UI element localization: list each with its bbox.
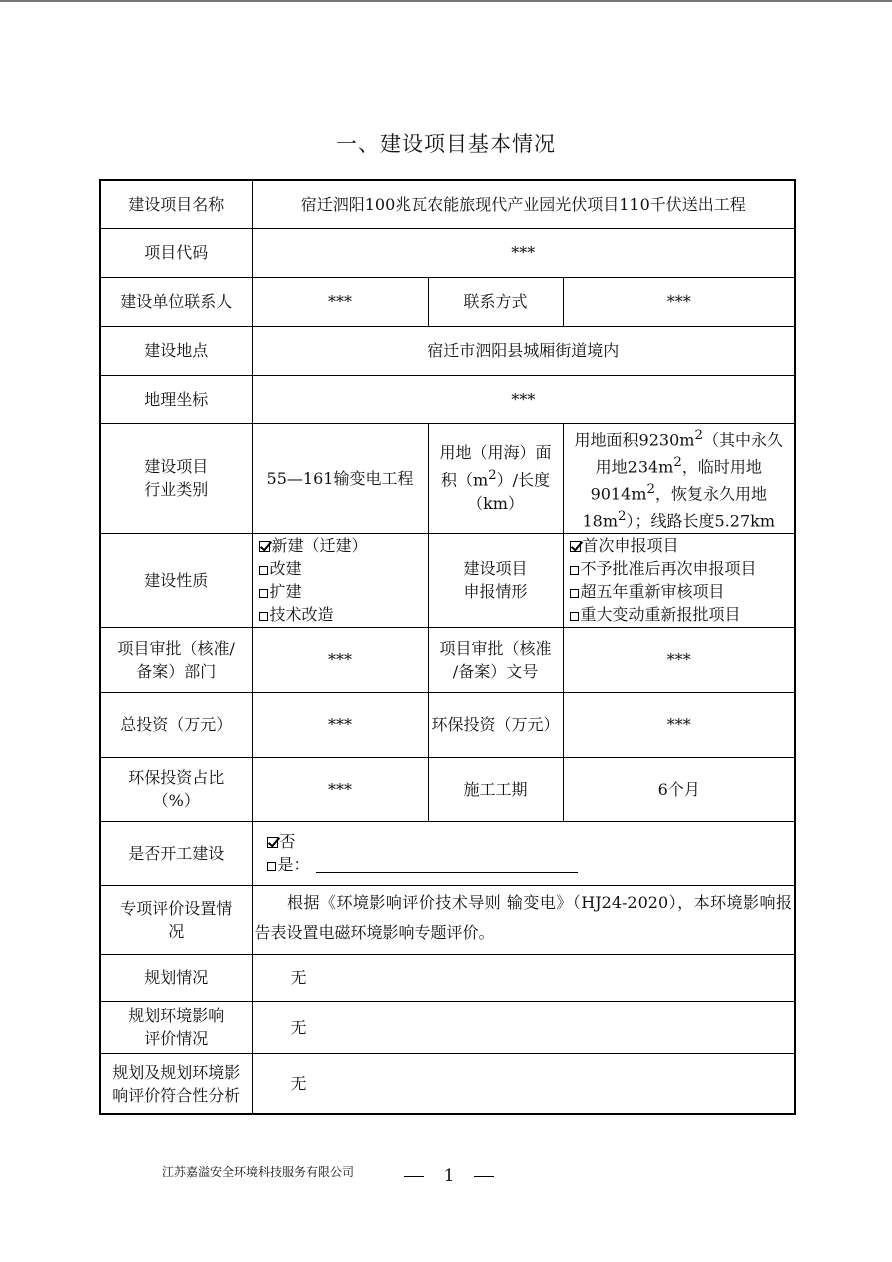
declaration-label-line1: 建设项目 bbox=[463, 559, 528, 579]
industry-label bbox=[100, 423, 252, 533]
option-label: 超五年重新审核项目 bbox=[580, 582, 725, 602]
conformity-label bbox=[100, 1053, 252, 1114]
started-options bbox=[252, 821, 795, 885]
project-info-table bbox=[99, 179, 796, 1115]
table-row bbox=[100, 228, 795, 277]
special-eval-text bbox=[252, 885, 795, 954]
land-area-label bbox=[428, 423, 563, 533]
planning-value: 无 bbox=[252, 954, 795, 1001]
superscript: 2 bbox=[488, 468, 497, 484]
industry-value: 55—161输变电工程 bbox=[252, 423, 428, 533]
nature-options bbox=[252, 533, 428, 627]
construction-period-value: 6个月 bbox=[563, 757, 795, 821]
checked-box-icon bbox=[570, 541, 581, 552]
total-investment-label: 总投资（万元） bbox=[100, 692, 252, 757]
label-line: （%） bbox=[152, 791, 200, 811]
table-row bbox=[100, 821, 795, 885]
table-row bbox=[100, 1053, 795, 1114]
approval-doc-label bbox=[428, 627, 563, 692]
text-part: 9014m bbox=[590, 484, 647, 504]
superscript: 2 bbox=[618, 509, 627, 525]
label-line: 评价情况 bbox=[144, 1029, 209, 1049]
footer-company: 江苏嘉溢安全环境科技服务有限公司 bbox=[162, 1165, 355, 1179]
special-eval-label bbox=[100, 885, 252, 954]
label-line: 响评价符合性分析 bbox=[112, 1085, 241, 1105]
option-label: 扩建 bbox=[269, 582, 302, 602]
project-name-label: 建设项目名称 bbox=[100, 180, 252, 228]
land-area-line4 bbox=[566, 505, 793, 532]
label-line: 项目审批（核准/ bbox=[117, 638, 235, 658]
option-label: 是： bbox=[277, 855, 310, 875]
superscript: 2 bbox=[646, 482, 655, 498]
started-label: 是否开工建设 bbox=[100, 821, 252, 885]
planning-env-value: 无 bbox=[252, 1001, 795, 1053]
contact-method-value: *** bbox=[563, 277, 795, 326]
nature-label: 建设性质 bbox=[100, 533, 252, 627]
table-row bbox=[100, 180, 795, 228]
text-part: ）/长度 bbox=[496, 470, 551, 490]
table-row bbox=[100, 423, 795, 533]
option-label: 否 bbox=[279, 832, 296, 852]
text-part: 18m bbox=[582, 511, 619, 531]
declaration-option-major-change bbox=[570, 603, 792, 626]
started-option-yes bbox=[267, 853, 792, 876]
label-line: 规划环境影响 bbox=[128, 1006, 225, 1026]
option-label: 重大变动重新报批项目 bbox=[580, 605, 741, 625]
construction-period-label: 施工工期 bbox=[428, 757, 563, 821]
text-part: 积（m bbox=[440, 470, 489, 490]
declaration-label-line2: 申报情形 bbox=[463, 582, 528, 602]
env-ratio-label bbox=[100, 757, 252, 821]
total-investment-value: *** bbox=[252, 692, 428, 757]
text-part: ，临时用地 bbox=[681, 457, 762, 477]
coordinates-value: *** bbox=[252, 375, 795, 423]
page-number bbox=[404, 1166, 494, 1186]
project-code-label: 项目代码 bbox=[100, 228, 252, 277]
land-area-line3 bbox=[566, 478, 793, 505]
text-part: ，恢复永久用地 bbox=[654, 484, 767, 504]
table-row bbox=[100, 1001, 795, 1053]
table-row bbox=[100, 757, 795, 821]
text-part: 用地面积9230m bbox=[574, 429, 695, 449]
declaration-option-reexamine bbox=[570, 580, 792, 603]
env-ratio-value: *** bbox=[252, 757, 428, 821]
table-row bbox=[100, 954, 795, 1001]
page-number-text: 1 bbox=[443, 1166, 455, 1186]
label-line: 专项评价设置情 bbox=[120, 898, 233, 918]
table-row bbox=[100, 692, 795, 757]
land-area-line2 bbox=[566, 451, 793, 478]
table-row bbox=[100, 885, 795, 954]
conformity-value: 无 bbox=[252, 1053, 795, 1114]
option-label: 改建 bbox=[269, 559, 302, 579]
checkbox-icon bbox=[570, 612, 579, 621]
label-line: 备案）部门 bbox=[136, 661, 217, 681]
table-row bbox=[100, 627, 795, 692]
land-area-label-line1: 用地（用海）面 bbox=[439, 443, 552, 463]
superscript: 2 bbox=[694, 427, 703, 443]
nature-option-tech bbox=[259, 603, 425, 626]
label-line: 环保投资占比 bbox=[128, 768, 225, 788]
table-row bbox=[100, 326, 795, 375]
industry-label-line1: 建设项目 bbox=[144, 457, 209, 477]
checkbox-icon bbox=[259, 589, 268, 598]
table-row bbox=[100, 533, 795, 627]
text-part: （其中永久 bbox=[702, 429, 783, 449]
land-area-line1 bbox=[566, 424, 793, 451]
option-label: 不予批准后再次申报项目 bbox=[580, 559, 757, 579]
declaration-option-resubmit bbox=[570, 557, 792, 580]
declaration-option-first bbox=[570, 534, 792, 557]
industry-label-line2: 行业类别 bbox=[144, 480, 209, 500]
option-label: 首次申报项目 bbox=[582, 536, 679, 556]
superscript: 2 bbox=[673, 454, 682, 470]
project-name-value: 宿迁泗阳100兆瓦农能旅现代产业园光伏项目110千伏送出工程 bbox=[252, 180, 795, 228]
declaration-options bbox=[563, 533, 795, 627]
contact-method-label: 联系方式 bbox=[428, 277, 563, 326]
nature-option-new bbox=[259, 534, 425, 557]
project-code-value: *** bbox=[252, 228, 795, 277]
table-row bbox=[100, 375, 795, 423]
checked-box-icon bbox=[259, 541, 270, 552]
land-area-value bbox=[563, 423, 795, 533]
dash-left bbox=[404, 1176, 424, 1177]
text-part: ）；线路长度5.27km bbox=[626, 511, 776, 531]
text-part: 用地234m bbox=[595, 457, 674, 477]
location-label: 建设地点 bbox=[100, 326, 252, 375]
contact-person-label: 建设单位联系人 bbox=[100, 277, 252, 326]
land-area-label-line2 bbox=[432, 464, 560, 491]
section-title: 一、建设项目基本情况 bbox=[336, 132, 556, 156]
land-area-label-line3: （km） bbox=[467, 493, 524, 513]
nature-option-rebuild bbox=[259, 557, 425, 580]
paragraph-text: 根据《环境影响评价技术导则 输变电》（HJ24-2020），本环境影响报告表设置电磁环境影响专题评价。 bbox=[254, 892, 793, 942]
planning-label: 规划情况 bbox=[100, 954, 252, 1001]
label-line: 况 bbox=[168, 921, 185, 941]
label-line: 规划及规划环境影 bbox=[112, 1062, 241, 1082]
coordinates-label: 地理坐标 bbox=[100, 375, 252, 423]
approval-dept-label bbox=[100, 627, 252, 692]
checkbox-icon bbox=[570, 589, 579, 598]
approval-doc-value: *** bbox=[563, 627, 795, 692]
checkbox-icon bbox=[259, 566, 268, 575]
checkbox-icon bbox=[570, 566, 579, 575]
nature-option-expand bbox=[259, 580, 425, 603]
checkbox-icon bbox=[259, 612, 268, 621]
approval-dept-value: *** bbox=[252, 627, 428, 692]
env-investment-value: *** bbox=[563, 692, 795, 757]
env-investment-label: 环保投资（万元） bbox=[428, 692, 563, 757]
checked-box-icon bbox=[267, 837, 278, 848]
contact-person-value: *** bbox=[252, 277, 428, 326]
started-option-no bbox=[267, 830, 792, 853]
option-label: 新建（迁建） bbox=[271, 536, 368, 556]
top-border-line bbox=[0, 0, 892, 2]
checkbox-icon bbox=[267, 862, 276, 871]
dash-right bbox=[474, 1176, 494, 1177]
label-line: 项目审批（核准 bbox=[439, 638, 552, 658]
blank-underline bbox=[316, 857, 578, 873]
location-value: 宿迁市泗阳县城厢街道境内 bbox=[252, 326, 795, 375]
declaration-label bbox=[428, 533, 563, 627]
planning-env-label bbox=[100, 1001, 252, 1053]
label-line: /备案）文号 bbox=[452, 661, 539, 681]
table-row bbox=[100, 277, 795, 326]
option-label: 技术改造 bbox=[269, 605, 334, 625]
